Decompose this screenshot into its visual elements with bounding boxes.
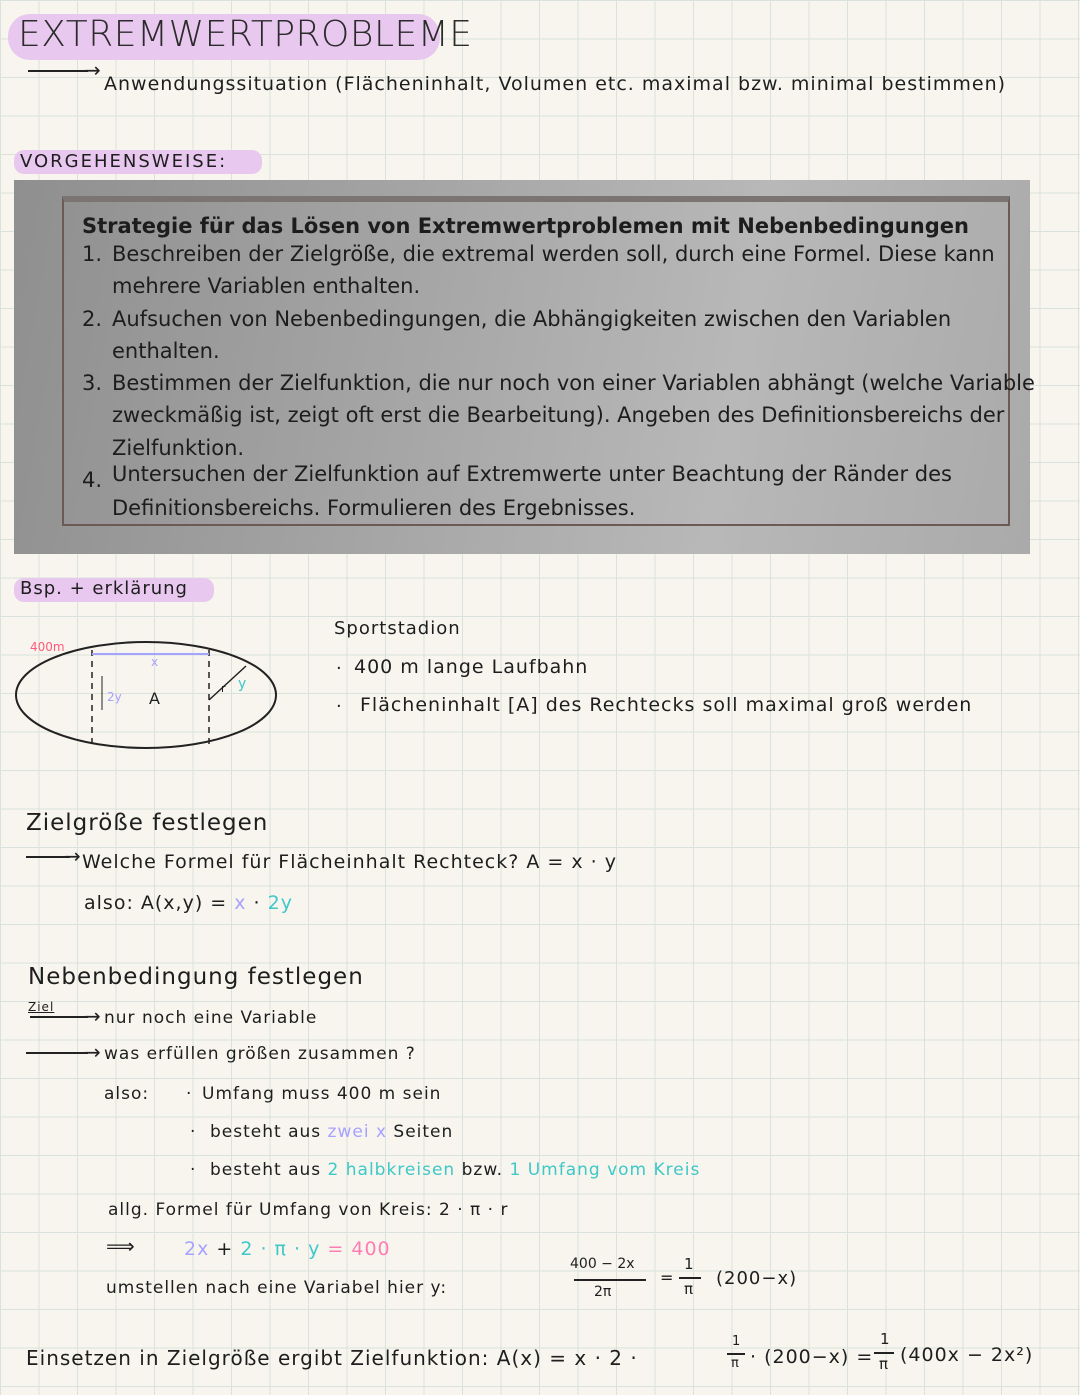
- sketch-label-r: r: [221, 682, 226, 695]
- was-arrow-line: [26, 1052, 88, 1054]
- sketch-label-2y: 2y: [107, 690, 122, 704]
- frac1-bar: [574, 1279, 646, 1281]
- umstellen-text: umstellen nach eine Variabel hier y:: [106, 1278, 448, 1298]
- step-number: 1.: [82, 242, 103, 266]
- step-number: 3.: [82, 371, 103, 395]
- bullet-dot: ·: [336, 658, 342, 679]
- einsetzen-frac1-bar: [727, 1353, 745, 1355]
- circle-formula: allg. Formel für Umfang von Kreis: 2 · π · r: [108, 1200, 509, 1220]
- sketch-label-y: y: [238, 676, 247, 692]
- ziel-also-line: [84, 892, 293, 914]
- ziel-also-2y: 2y: [267, 892, 293, 914]
- nb-item-3-b: 2 halbkreisen: [327, 1160, 456, 1180]
- frac2-numerator: 1: [684, 1255, 694, 1273]
- einsetzen-frac2-den: π: [879, 1355, 889, 1373]
- sketch-label-x: x: [151, 655, 159, 669]
- intro-text: Anwendungssituation (Flächeninhalt, Volumen etc. maximal bzw. minimal bestimmen): [104, 73, 1007, 95]
- implies-icon: ⟹: [106, 1234, 135, 1258]
- einsetzen-text: Einsetzen in Zielgröße ergibt Zielfunktion: A(x) = x · 2 ·: [26, 1346, 638, 1370]
- ziel-question: Welche Formel für Flächeinhalt Rechteck? A = x · y: [82, 851, 617, 873]
- intro-arrow-icon: →: [84, 58, 101, 82]
- sketch-label-400m: 400m: [30, 640, 65, 654]
- nb-item-2: [210, 1122, 453, 1142]
- frac1-numerator: 400 − 2x: [570, 1256, 635, 1272]
- ziel-also-prefix: also: A(x,y) =: [84, 892, 235, 914]
- also-label: also:: [104, 1084, 150, 1104]
- frac2-tail: (200−x): [716, 1268, 798, 1289]
- example-bullet: Flächeninhalt [A] des Rechtecks soll maximal groß werden: [360, 694, 973, 716]
- ziel-arrow-icon: →: [84, 1004, 101, 1028]
- step-text: Definitionsbereichs. Formulieren des Ergebnisses.: [112, 496, 636, 520]
- ziel-arrow-icon: →: [64, 844, 81, 868]
- nb-item-2-b: zwei x: [327, 1122, 388, 1142]
- nb-item-3-d: 1 Umfang vom Kreis: [509, 1160, 701, 1180]
- step-number: 2.: [82, 307, 103, 331]
- einsetzen-frac1-num: 1: [732, 1334, 741, 1349]
- frac1-denominator: 2π: [594, 1284, 612, 1300]
- step-text: mehrere Variablen enthalten.: [112, 274, 421, 298]
- step-text: Untersuchen der Zielfunktion auf Extremwerte unter Beachtung der Ränder des: [112, 462, 952, 486]
- example-label: Bsp. + erklärung: [20, 578, 188, 599]
- nb-item-2-c: Seiten: [387, 1122, 454, 1142]
- eq-c: = 400: [320, 1238, 391, 1260]
- ziel-text: nur noch eine Variable: [104, 1008, 318, 1028]
- example-bullet: 400 m lange Laufbahn: [354, 656, 589, 678]
- nb-item-3-c: bzw.: [455, 1160, 510, 1180]
- eq-b: 2 · π · y: [240, 1238, 321, 1260]
- step-text: Bestimmen der Zielfunktion, die nur noch von einer Variablen abhängt (welche Variable: [112, 371, 1035, 395]
- einsetzen-tail: (400x − 2x²): [900, 1344, 1034, 1366]
- nebenbedingung-heading: Nebenbedingung festlegen: [28, 964, 364, 990]
- step-number: 4.: [82, 468, 103, 492]
- step-text: Aufsuchen von Nebenbedingungen, die Abhängigkeiten zwischen den Variablen: [112, 307, 952, 331]
- vorgehensweise-label: VORGEHENSWEISE:: [20, 151, 228, 172]
- frac-equals: =: [660, 1268, 674, 1287]
- frac2-denominator: π: [684, 1280, 694, 1298]
- bullet-dot: ·: [190, 1160, 196, 1180]
- einsetzen-frac1-den: π: [731, 1356, 739, 1371]
- nb-item-1: Umfang muss 400 m sein: [202, 1084, 442, 1104]
- einsetzen-frac2-num: 1: [880, 1330, 890, 1348]
- nb-item-3-a: besteht aus: [210, 1160, 328, 1180]
- step-text: Zielfunktion.: [112, 436, 245, 460]
- sketch-label-area: A: [149, 689, 160, 708]
- ziel-line: [30, 1016, 88, 1018]
- intro-arrow-line: [28, 70, 88, 72]
- bullet-dot: ·: [336, 696, 342, 717]
- nb-item-3: [210, 1160, 700, 1180]
- eq-plus: +: [209, 1238, 241, 1260]
- strategy-heading: Strategie für das Lösen von Extremwertproblemen mit Nebenbedingungen: [82, 214, 969, 238]
- bullet-dot: ·: [190, 1122, 196, 1142]
- eq-a: 2x: [184, 1238, 210, 1260]
- example-title: Sportstadion: [334, 618, 461, 639]
- step-text: Beschreiben der Zielgröße, die extremal werden soll, durch eine Formel. Diese kann: [112, 242, 995, 266]
- ziel-also-dot: ·: [246, 892, 268, 914]
- was-text: was erfüllen größen zusammen ?: [104, 1044, 416, 1064]
- step-text: enthalten.: [112, 339, 220, 363]
- einsetzen-frac2-bar: [874, 1352, 894, 1354]
- nb-equation: [184, 1238, 391, 1260]
- zielgroesse-heading: Zielgröße festlegen: [26, 810, 269, 836]
- nb-item-2-a: besteht aus: [210, 1122, 328, 1142]
- ziel-label: Ziel: [28, 1000, 55, 1014]
- frac2-bar: [679, 1277, 701, 1279]
- page-title: EXTREMWERTPROBLEME: [18, 14, 473, 55]
- ziel-also-x: x: [234, 892, 247, 914]
- was-arrow-icon: →: [84, 1040, 101, 1064]
- step-text: zweckmäßig ist, zeigt oft erst die Bearbeitung). Angeben des Definitionsbereichs der: [112, 403, 1005, 427]
- bullet-dot: ·: [186, 1084, 192, 1104]
- einsetzen-mid: · (200−x) =: [750, 1346, 874, 1368]
